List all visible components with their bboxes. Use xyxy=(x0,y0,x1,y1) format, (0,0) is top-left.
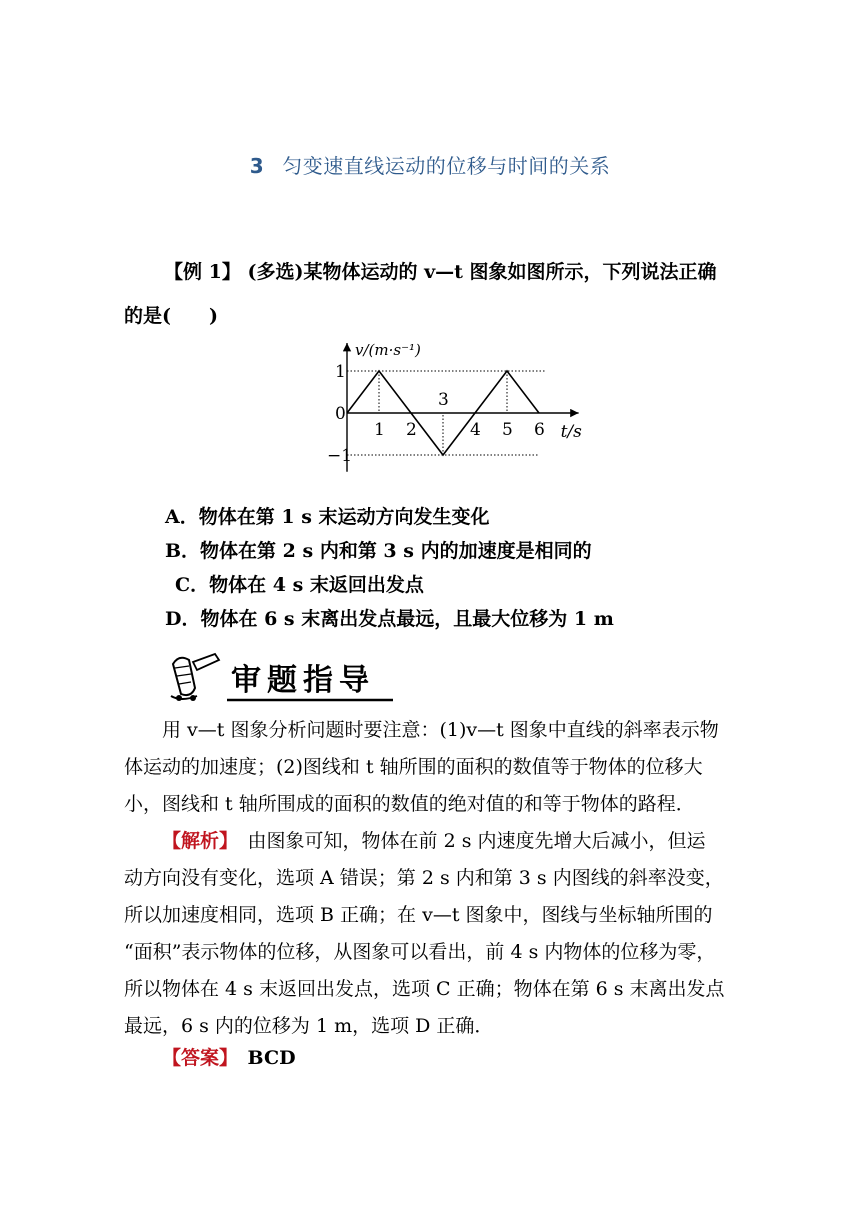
answer xyxy=(124,1040,738,1077)
banner-graphic xyxy=(165,650,400,706)
guide-line-3: 小，图线和 t 轴所围成的面积的数值的绝对值的和等于物体的路程． xyxy=(124,793,695,815)
guide-text xyxy=(124,712,738,823)
x-tick-label: 5 xyxy=(502,420,513,440)
x-tick-label: 2 xyxy=(406,420,417,440)
option-b: B．物体在第 2 s 内和第 3 s 内的加速度是相同的 xyxy=(165,540,592,562)
x-tick-label: 6 xyxy=(534,420,545,440)
y-tick-label: 1 xyxy=(335,362,346,382)
analysis-text xyxy=(124,823,738,1045)
vt-chart-svg xyxy=(325,335,590,485)
option-d: D．物体在 6 s 末离出发点最远，且最大位移为 1 m xyxy=(165,608,614,630)
section-title: 匀变速直线运动的位移与时间的关系 xyxy=(282,154,611,178)
answer-label: 【答案】 xyxy=(162,1047,229,1069)
analysis-line-5: 所以物体在 4 s 末返回出发点，选项 C 正确；物体在第 6 s 末离出发点 xyxy=(124,978,725,1000)
analysis-line-6: 最远，6 s 内的位移为 1 m，选项 D 正确． xyxy=(124,1015,494,1037)
question-line-1: (多选)某物体运动的 v—t 图象如图所示，下列说法正确 xyxy=(247,261,717,283)
x-axis-label: t/s xyxy=(560,422,582,442)
analysis-line-4: “面积”表示物体的位移，从图象可以看出，前 4 s 内物体的位移为零， xyxy=(124,941,716,963)
banner-text: 审题指导 xyxy=(231,663,375,698)
answer-value: BCD xyxy=(247,1047,296,1069)
x-tick-label: 3 xyxy=(438,390,449,410)
option-c: C．物体在 4 s 末返回出发点 xyxy=(175,574,424,596)
option-a: A．物体在第 1 s 末运动方向发生变化 xyxy=(165,506,490,528)
page-title xyxy=(0,150,860,179)
scroll-pen-icon xyxy=(171,654,219,701)
analysis-line-2: 动方向没有变化，选项 A 错误；第 2 s 内和第 3 s 内图线的斜率没变， xyxy=(124,867,724,889)
x-tick-label: 4 xyxy=(470,420,481,440)
question-line-2: 的是( ) xyxy=(124,305,218,327)
y-axis-label: v/(m·s⁻¹) xyxy=(355,341,421,359)
guide-line-2: 体运动的加速度；(2)图线和 t 轴所围的面积的数值等于物体的位移大 xyxy=(124,756,703,778)
analysis-line-3: 所以加速度相同，选项 B 正确；在 v—t 图象中，图线与坐标轴所围的 xyxy=(124,904,713,926)
analysis-label: 【解析】 xyxy=(162,830,229,852)
section-number: 3 xyxy=(249,154,265,178)
y-tick-label: −1 xyxy=(327,446,353,466)
example-label: 【例 1】 xyxy=(164,261,241,283)
example-question xyxy=(124,250,738,338)
vt-chart xyxy=(325,335,590,489)
y-tick-label: 0 xyxy=(335,404,346,424)
analysis-line-1: 由图象可知，物体在前 2 s 内速度先增大后减小，但运 xyxy=(247,830,706,852)
guide-line-1: 用 v—t 图象分析问题时要注意：(1)v—t 图象中直线的斜率表示物 xyxy=(162,719,719,741)
review-guide-banner xyxy=(165,650,400,710)
x-tick-label: 1 xyxy=(374,420,385,440)
